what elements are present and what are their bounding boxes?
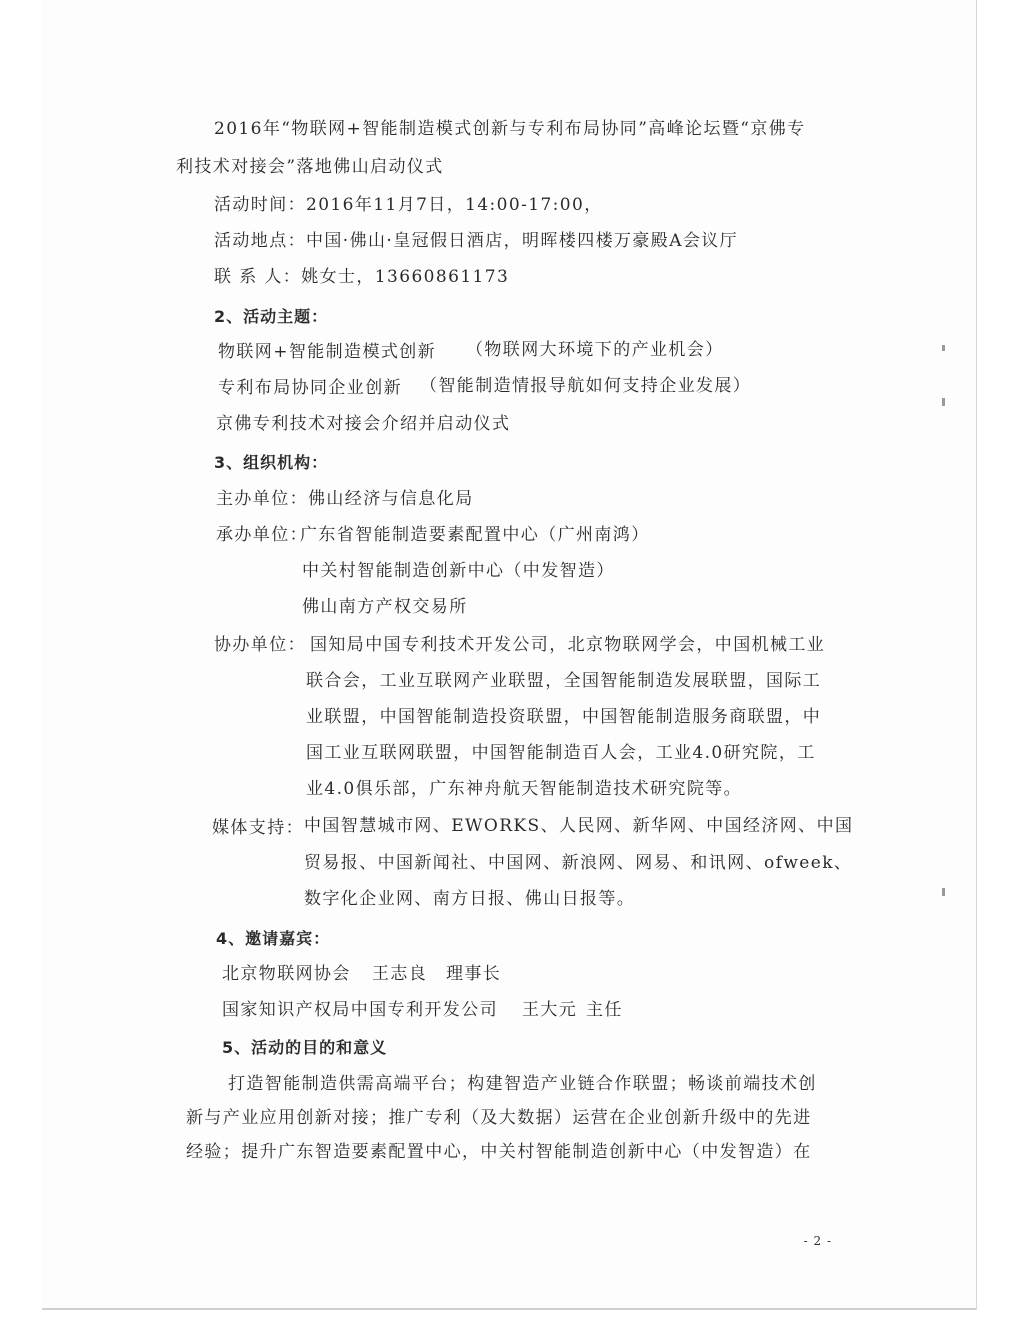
guest-1-name: 王志良	[372, 964, 428, 984]
media-line: 数字化企业网、南方日报、佛山日报等。	[304, 889, 636, 909]
media-label: 媒体支持：	[212, 818, 304, 838]
media-line: 中国智慧城市网、EWORKS、人民网、新华网、中国经济网、中国	[304, 816, 854, 836]
co-organizer-line: 联合会，工业互联网产业联盟，全国智能制造发展联盟，国际工	[306, 671, 822, 691]
section5-heading: 5、活动的目的和意义	[222, 1038, 388, 1057]
intro-line-2: 利技术对接会”落地佛山启动仪式	[176, 157, 444, 177]
organizer-label: 承办单位：	[216, 525, 308, 545]
purpose-line: 新与产业应用创新对接；推广专利（及大数据）运营在企业创新升级中的先进	[186, 1108, 812, 1128]
guest-2-title: 主任	[586, 1000, 623, 1020]
purpose-line: 经验；提升广东智造要素配置中心，中关村智能制造创新中心（中发智造）在	[186, 1142, 812, 1162]
scan-speck	[942, 398, 945, 406]
section2-heading: 2、活动主题：	[214, 307, 329, 326]
section3-heading: 3、组织机构：	[214, 453, 329, 472]
page-number: - 2 -	[803, 1234, 832, 1248]
co-organizer-label: 协办单位：	[214, 635, 306, 655]
host-unit: 主办单位：佛山经济与信息化局	[216, 489, 474, 509]
organizer-1: 广东省智能制造要素配置中心（广州南鸿）	[300, 525, 650, 545]
event-time: 活动时间：2016年11月7日，14:00-17:00，	[214, 195, 603, 215]
theme-1-sub: （物联网大环境下的产业机会）	[466, 340, 724, 360]
scan-speck	[942, 888, 945, 896]
page-edge	[42, 1308, 976, 1310]
co-organizer-line: 业联盟，中国智能制造投资联盟，中国智能制造服务商联盟，中	[306, 707, 822, 727]
guest-1-org: 北京物联网协会	[222, 964, 351, 984]
co-organizer-line: 国工业互联网联盟，中国智能制造百人会，工业4.0研究院，工	[306, 743, 816, 763]
co-organizer-line: 业4.0俱乐部，广东神舟航天智能制造技术研究院等。	[306, 779, 743, 799]
theme-2-sub: （智能制造情报导航如何支持企业发展）	[420, 376, 752, 396]
section4-heading: 4、邀请嘉宾：	[216, 929, 331, 948]
media-line: 贸易报、中国新闻社、中国网、新浪网、网易、和讯网、ofweek、	[304, 853, 853, 873]
guest-2-name: 王大元	[522, 1000, 578, 1020]
organizer-2: 中关村智能制造创新中心（中发智造）	[302, 561, 615, 581]
event-contact: 联 系 人：姚女士，13660861173	[214, 267, 510, 287]
theme-3-main: 京佛专利技术对接会介绍并启动仪式	[216, 414, 511, 434]
scan-speck	[942, 345, 945, 351]
event-place: 活动地点：中国·佛山·皇冠假日酒店，明晖楼四楼万豪殿A会议厅	[214, 231, 739, 251]
intro-line-1: 2016年“物联网+智能制造模式创新与专利布局协同”高峰论坛暨“京佛专	[214, 119, 806, 139]
theme-1-main: 物联网+智能制造模式创新	[218, 342, 437, 362]
guest-1-title: 理事长	[446, 964, 502, 984]
purpose-line: 打造智能制造供需高端平台；构建智造产业链合作联盟；畅谈前端技术创	[228, 1074, 817, 1094]
co-organizer-line: 国知局中国专利技术开发公司，北京物联网学会，中国机械工业	[310, 635, 826, 655]
theme-2-main: 专利布局协同企业创新	[218, 378, 402, 398]
guest-2-org: 国家知识产权局中国专利开发公司	[222, 1000, 498, 1020]
organizer-3: 佛山南方产权交易所	[302, 597, 468, 617]
